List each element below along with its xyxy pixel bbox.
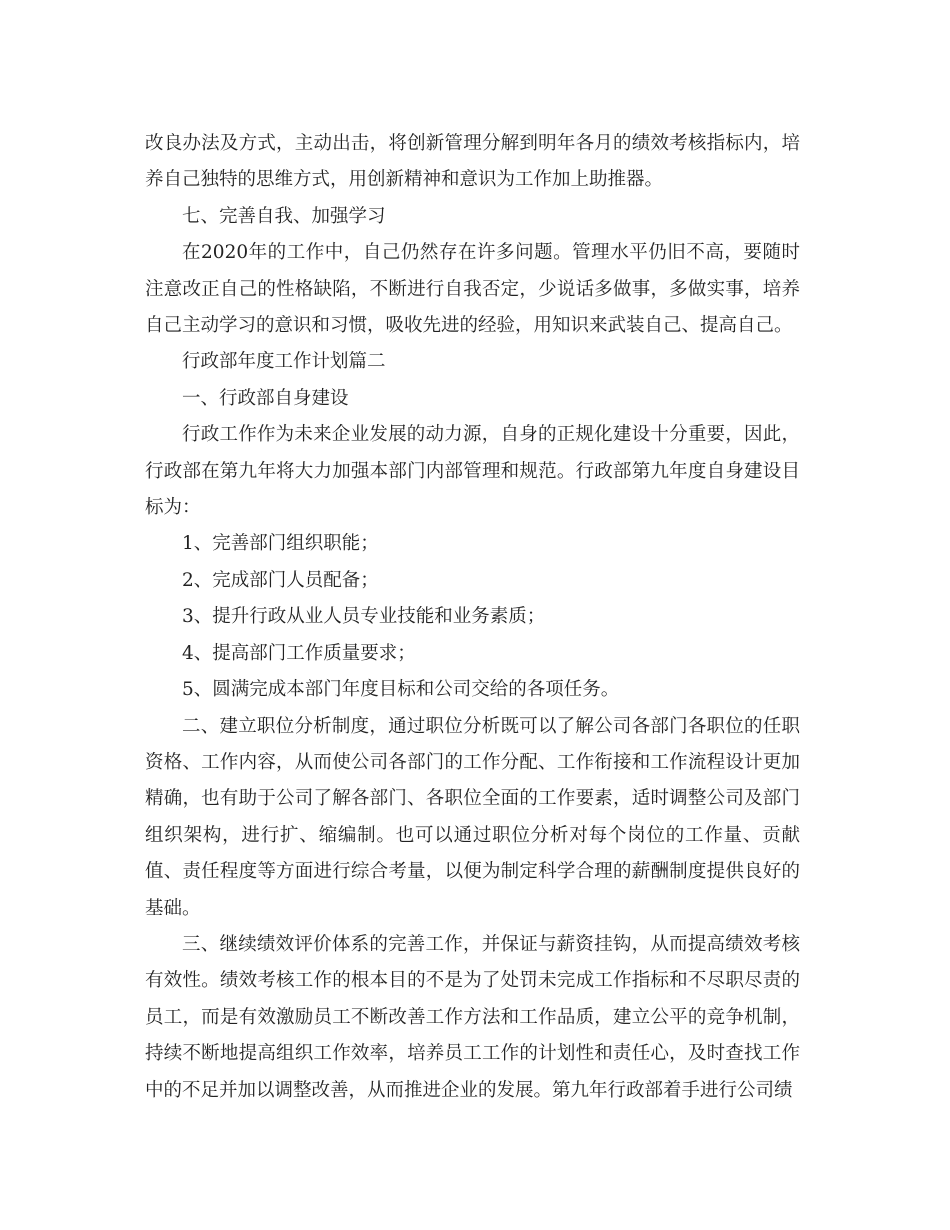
list-item: 3、提升行政从业人员专业技能和业务素质； [182,606,546,628]
paragraph: 三、继续绩效评价体系的完善工作，并保证与薪资挂钩，从而提高绩效考核有效性。绩效考核工作的根本目的不是为了处罚未完成工作指标和不尽职尽责的员工，而是有效激励员工不断改善工作方法和工作品质，建立公平的竞争机制，持续不断地提高组织工作效率，培养员工工作的计划性和责任心，及时查找工作中的不足并加以调整改善，从而推进企业的发展。第九年行政部着手进行公司绩 [145,933,800,1101]
section-heading: 七、完善自我、加强学习 [182,205,386,227]
section-heading: 一、行政部自身建设 [182,387,349,409]
paragraph: 行政工作作为未来企业发展的动力源，自身的正规化建设十分重要，因此，行政部在第九年将大力加强本部门内部管理和规范。行政部第九年度自身建设目标为： [145,424,800,519]
document-title: 行政部年度工作计划篇二 [182,351,386,373]
list-item: 2、完成部门人员配备； [182,569,379,591]
list-item: 5、圆满完成本部门年度目标和公司交给的各项任务。 [182,679,620,701]
paragraph: 改良办法及方式，主动出击，将创新管理分解到明年各月的绩效考核指标内，培养自己独特的思维方式，用创新精神和意识为工作加上助推器。 [145,133,800,191]
paragraph: 在2020年的工作中，自己仍然存在许多问题。管理水平仍旧不高，要随时注意改正自己的性格缺陷，不断进行自我否定，少说话多做事，多做实事，培养自己主动学习的意识和习惯，吸收先进的经验，用知识来武装自己、提高自己。 [145,242,800,337]
list-item: 4、提高部门工作质量要求； [182,642,416,664]
list-item: 1、完善部门组织职能； [182,533,379,555]
paragraph: 二、建立职位分析制度，通过职位分析既可以了解公司各部门各职位的任职资格、工作内容，从而使公司各部门的工作分配、工作衔接和工作流程设计更加精确，也有助于公司了解各部门、各职位全面的工作要素，适时调整公司及部门组织架构，进行扩、缩编制。也可以通过职位分析对每个岗位的工作量、贡献值、责任程度等方面进行综合考量，以便为制定科学合理的薪酬制度提供良好的基础。 [145,715,800,919]
